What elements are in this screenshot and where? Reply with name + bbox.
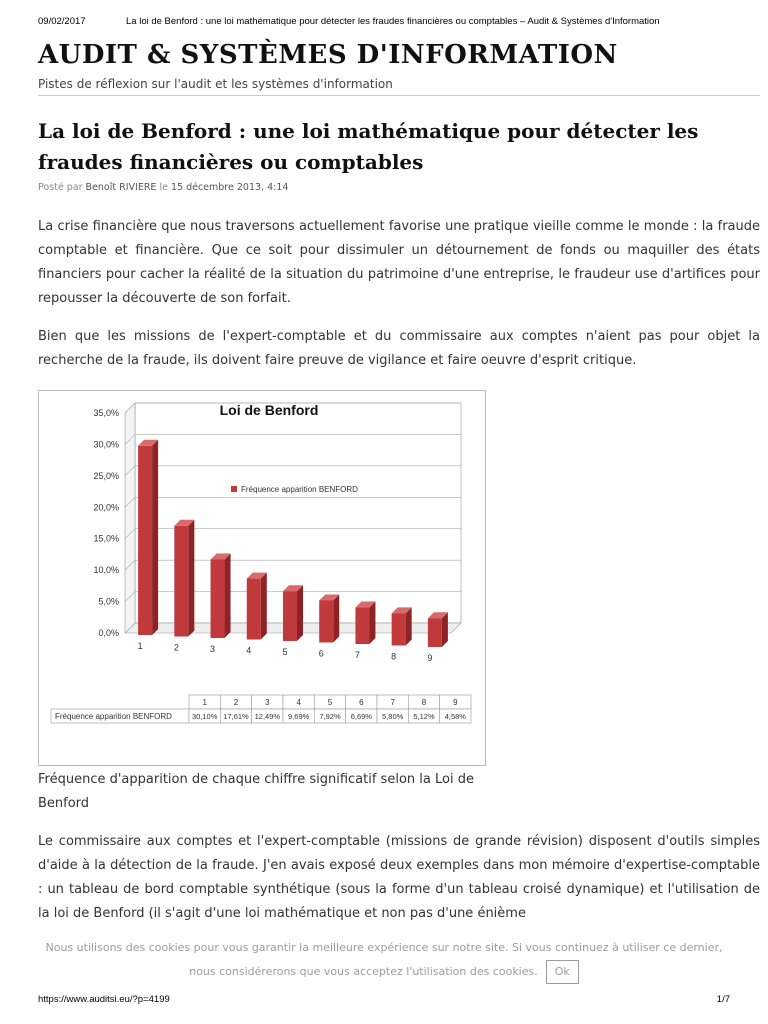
chart-bar (428, 612, 448, 647)
benford-chart (39, 391, 485, 765)
chart-bar-front (247, 579, 261, 640)
chart-x-tick-label: 8 (391, 651, 397, 662)
chart-y-tick-label: 10,0% (93, 565, 119, 576)
chart-bar-front (283, 591, 297, 641)
chart-bar-side (333, 594, 339, 642)
chart-data-label: 12,49% (254, 712, 281, 721)
site-title[interactable]: AUDIT & SYSTÈMES D'INFORMATION (38, 40, 618, 70)
chart-bar-side (261, 573, 267, 640)
chart-data-label: 7,92% (319, 712, 341, 721)
chart-x-tick-label: 6 (318, 648, 324, 659)
chart-x-tick-label: 5 (282, 647, 288, 657)
paragraph-tools: Le commissaire aux comptes et l'expert-comptable (missions de grande révision) disposent d'outils simples d'aide à la détection de la fraude. J'en avais exposé deux exemples dans mon mémoire d'expertise-comptable : un tableau de bord comptable synthétique (sous la forme d'un tableau croisé dynamique) et l'utilisation de la loi de Benford (il s'agit d'une loi mathématique et non pas d'une énième (38, 834, 760, 921)
chart-bar-side (225, 553, 231, 638)
chart-bar-front (355, 608, 369, 644)
chart-table-header: 9 (453, 698, 458, 707)
chart-bar (283, 585, 303, 641)
print-page-number: 1/7 (716, 994, 730, 1005)
chart-y-tick-label: 0,0% (98, 628, 119, 638)
chart-bar-side (406, 607, 412, 645)
chart-title: Loi de Benford (219, 402, 319, 418)
chart-bar (319, 594, 339, 642)
chart-bar (392, 607, 412, 645)
chart-bar-side (442, 612, 448, 647)
chart-y-tick-label: 5,0% (98, 596, 119, 607)
chart-x-tick-label: 9 (427, 653, 433, 663)
chart-x-tick-label: 2 (173, 642, 179, 653)
chart-bar-front (319, 600, 333, 642)
chart-y-tick-label: 20,0% (93, 502, 119, 513)
chart-bar (211, 553, 231, 638)
byline-mid: le (159, 182, 168, 193)
chart-legend-label: Fréquence apparition BENFORD (241, 485, 358, 494)
chart-bar-side (152, 440, 158, 635)
chart-table-header: 5 (327, 698, 333, 707)
chart-bar-side (188, 520, 194, 637)
paragraph-intro: La crise financière que nous traversons actuellement favorise une pratique vieille comme le monde : la fraude comptable et financière. Que ce soit pour dissimuler un détournement de fonds ou maquiller des états financiers pour cacher la réalité de la situation du patrimoine d'une entreprise, le fraudeur use d'artifices pour repousser la découverte de son forfait. (38, 219, 760, 306)
print-header (38, 16, 730, 30)
post-date[interactable]: 15 décembre 2013, 4:14 (170, 182, 289, 193)
byline-prefix: Posté par (38, 182, 83, 193)
cookie-text-line2: nous considérerons que vous acceptez l'utilisation des cookies. (189, 965, 538, 978)
post-title: La loi de Benford : une loi mathématique pour détecter les fraudes financières ou comptables (38, 119, 699, 174)
chart-y-tick-label: 30,0% (93, 439, 119, 450)
chart-x-tick-label: 1 (137, 641, 143, 651)
chart-y-tick-label: 15,0% (93, 533, 119, 544)
chart-bar-side (297, 585, 303, 641)
chart-legend (231, 485, 358, 494)
chart-table-header: 3 (265, 698, 270, 707)
chart-bar-front (174, 526, 188, 637)
chart-table-header: 8 (421, 698, 427, 707)
post-author-link[interactable]: Benoît RIVIERE (85, 182, 157, 193)
chart-legend-swatch (231, 486, 237, 492)
cookie-ok-button[interactable]: Ok (546, 960, 579, 984)
chart-bar-side (369, 602, 375, 644)
chart-data-label: 6,69% (350, 712, 372, 721)
chart-data-label: 5,12% (413, 712, 435, 721)
chart-bar (355, 602, 375, 644)
site-tagline: Pistes de réflexion sur l'audit et les systèmes d'information (38, 77, 393, 91)
chart-table-header: 1 (202, 698, 207, 707)
chart-table-header: 6 (359, 698, 364, 707)
chart-table-header: 7 (390, 698, 395, 707)
chart-table-row-label: Fréquence apparition BENFORD (55, 712, 172, 721)
chart-data-label: 4,58% (444, 712, 466, 721)
chart-y-tick-label: 35,0% (93, 408, 119, 418)
chart-bar-front (392, 613, 406, 645)
chart-bar (138, 440, 158, 635)
chart-data-label: 17,61% (223, 712, 249, 721)
print-date: 09/02/2017 (38, 16, 86, 27)
post-byline (38, 182, 288, 193)
figure-caption: Fréquence d'apparition de chaque chiffre significatif selon la Loi de Benford (38, 772, 474, 811)
benford-chart-figure (38, 390, 486, 766)
cookie-text-line1: Nous utilisons des cookies pour vous garantir la meilleure expérience sur notre site. Si vous continuez à utiliser ce dernier, (45, 941, 723, 954)
chart-data-label: 5,80% (382, 712, 404, 721)
print-url: https://www.auditsi.eu/?p=4199 (38, 994, 170, 1005)
chart-table-header: 4 (296, 698, 301, 707)
chart-table-header: 2 (233, 698, 239, 707)
chart-data-label: 9,69% (288, 712, 310, 721)
chart-x-tick-label: 7 (354, 650, 360, 660)
header-divider (38, 95, 760, 96)
chart-bar (174, 520, 194, 637)
chart-data-label: 30,10% (191, 712, 218, 721)
chart-x-tick-label: 3 (210, 644, 216, 654)
chart-x-tick-label: 4 (246, 645, 252, 656)
chart-y-tick-label: 25,0% (93, 470, 119, 481)
print-document-title: La loi de Benford : une loi mathématique pour détecter les fraudes financières ou comptables – Audit & Systèmes d'Information (126, 16, 660, 27)
chart-bar (247, 573, 267, 640)
paragraph-missions: Bien que les missions de l'expert-comptable et du commissaire aux comptes n'aient pas pour objet la recherche de la fraude, ils doivent faire preuve de vigilance et faire oeuvre d'esprit critique. (38, 329, 760, 368)
chart-bar-front (138, 446, 152, 635)
chart-bar-front (428, 618, 442, 647)
chart-data-table (51, 695, 471, 723)
chart-side-wall (125, 403, 135, 633)
cookie-text-line2-wrap (0, 960, 768, 984)
chart-bar-front (211, 559, 225, 638)
cookie-banner (0, 936, 768, 988)
